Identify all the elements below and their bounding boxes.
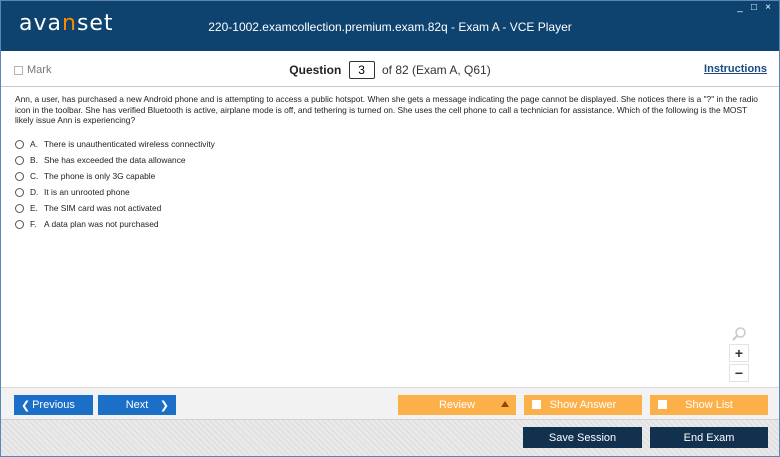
checkbox-icon[interactable] <box>658 400 667 409</box>
next-button[interactable]: Next ❯ <box>98 395 176 415</box>
option-e[interactable]: E. The SIM card was not activated <box>15 200 215 216</box>
mark-label: Mark <box>27 64 52 76</box>
question-number-input[interactable]: 3 <box>349 61 375 79</box>
option-c[interactable]: C. The phone is only 3G capable <box>15 168 215 184</box>
checkbox-icon[interactable] <box>532 400 541 409</box>
show-answer-button[interactable]: Show Answer <box>524 395 642 415</box>
magnifier-icon <box>731 326 747 342</box>
review-button[interactable]: Review <box>398 395 516 415</box>
show-list-button[interactable]: Show List <box>650 395 768 415</box>
zoom-out-button[interactable]: − <box>729 364 749 382</box>
question-bar <box>1 51 779 87</box>
radio-icon[interactable] <box>15 220 24 229</box>
radio-icon[interactable] <box>15 156 24 165</box>
previous-button[interactable]: ❮ Previous <box>14 395 93 415</box>
radio-icon[interactable] <box>15 204 24 213</box>
chevron-left-icon: ❮ <box>21 399 31 412</box>
chevron-right-icon: ❯ <box>159 399 169 412</box>
footer-bar <box>1 419 779 456</box>
option-d[interactable]: D. It is an unrooted phone <box>15 184 215 200</box>
window-controls <box>735 3 773 13</box>
question-counter <box>1 61 779 79</box>
radio-icon[interactable] <box>15 140 24 149</box>
close-icon[interactable]: × <box>765 2 771 13</box>
option-text: A data plan was not purchased <box>44 219 159 229</box>
end-exam-button[interactable]: End Exam <box>650 427 768 448</box>
triangle-up-icon <box>501 401 509 407</box>
title-bar <box>1 1 779 51</box>
zoom-in-button[interactable]: + <box>729 344 749 362</box>
option-text: The phone is only 3G capable <box>44 171 156 181</box>
avanset-logo: avanset <box>19 11 114 36</box>
instructions-link[interactable]: Instructions <box>704 63 767 75</box>
save-session-button[interactable]: Save Session <box>523 427 642 448</box>
minimize-icon[interactable]: _ <box>737 2 743 13</box>
question-label: Question <box>289 63 342 77</box>
radio-icon[interactable] <box>15 172 24 181</box>
option-text: It is an unrooted phone <box>44 187 130 197</box>
question-total: of 82 (Exam A, Q61) <box>381 63 491 77</box>
option-text: She has exceeded the data allowance <box>44 155 186 165</box>
question-text: Ann, a user, has purchased a new Android phone and is attempting to access a public hotspot. When she gets a message indicating the page cannot be displayed. She notices there is a "?" in the radio icon in the toolbar. She has verified Bluetooth is active, airplane mode is off, and tethering is turned on. She uses the cell phone to call a technician for assistance. Which of the following is the MOST likely issue Ann is experiencing? <box>15 94 758 125</box>
window-title: 220-1002.examcollection.premium.exam.82q - Exam A - VCE Player <box>208 20 572 34</box>
option-f[interactable]: F. A data plan was not purchased <box>15 216 215 232</box>
radio-icon[interactable] <box>15 188 24 197</box>
option-a[interactable]: A. There is unauthenticated wireless connectivity <box>15 136 215 152</box>
answer-options <box>15 136 215 232</box>
navigation-bar <box>1 387 779 419</box>
option-text: There is unauthenticated wireless connectivity <box>44 139 215 149</box>
option-b[interactable]: B. She has exceeded the data allowance <box>15 152 215 168</box>
maximize-icon[interactable]: □ <box>750 2 758 13</box>
option-text: The SIM card was not activated <box>44 203 162 213</box>
question-content <box>1 88 779 387</box>
